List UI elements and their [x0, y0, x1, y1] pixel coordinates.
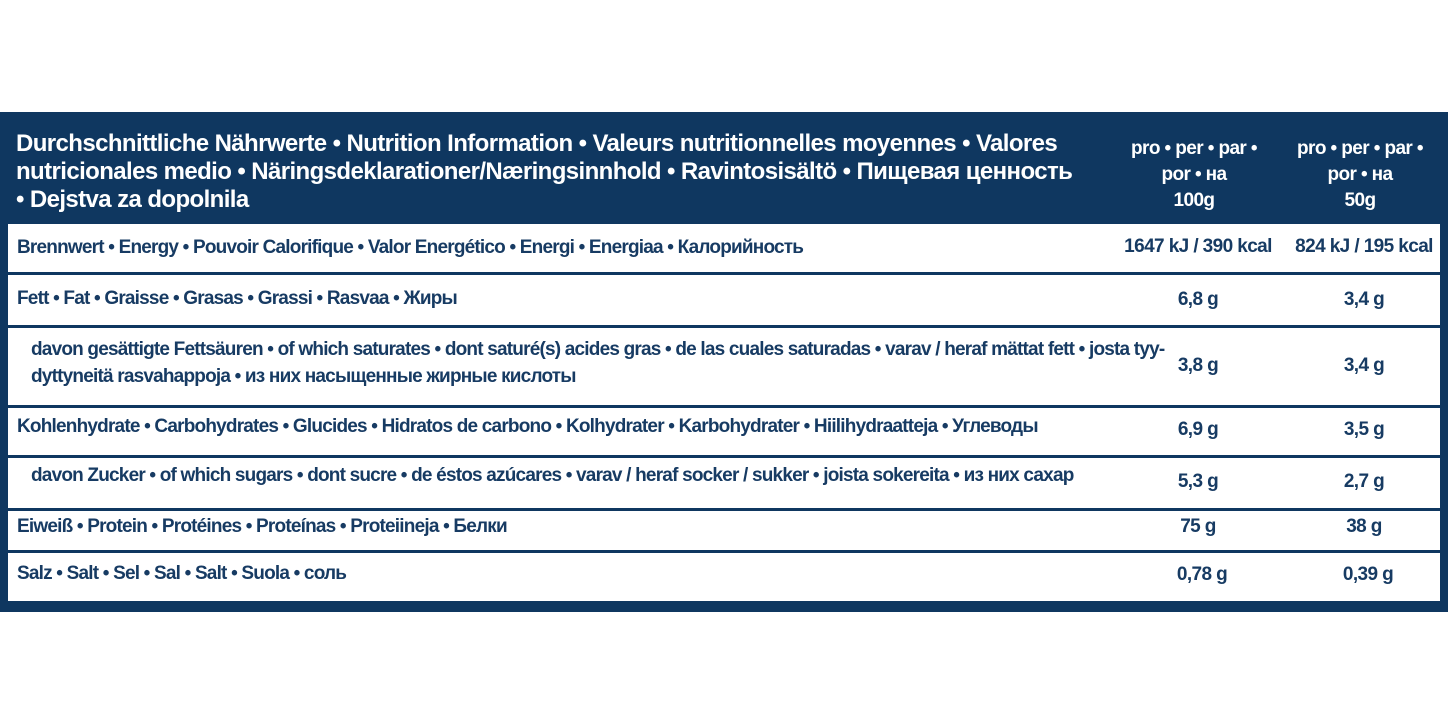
value-per-100g: 6,9 g	[1177, 419, 1219, 440]
value-per-100g: 6,8 g	[1177, 289, 1219, 310]
value-per-100g: 1647 kJ / 390 kcal	[1124, 236, 1272, 257]
value-per-50g: 3,4 g	[1343, 355, 1385, 376]
table-row-carbohydrates	[8, 408, 1440, 455]
table-row-salt	[8, 553, 1440, 601]
row-label: Eiweiß • Protein • Protéines • Proteínas • Proteiineja • Белки	[17, 516, 507, 537]
row-label: davon Zucker • of which sugars • dont sucre • de éstos azúcares • varav / heraf socker / sukker • joista sokereita • из них сахар	[31, 465, 1074, 486]
value-per-50g: 3,4 g	[1343, 289, 1385, 310]
value-per-50g: 2,7 g	[1343, 471, 1385, 492]
value-per-50g: 3,5 g	[1343, 419, 1385, 440]
row-label: Salz • Salt • Sel • Sal • Salt • Suola • соль	[17, 563, 347, 584]
value-per-100g: 3,8 g	[1177, 355, 1219, 376]
header-col-line: por • на	[1327, 164, 1393, 185]
value-per-50g: 0,39 g	[1342, 564, 1394, 585]
value-per-50g: 38 g	[1346, 516, 1382, 537]
row-label: Brennwert • Energy • Pouvoir Calorifique • Valor Energético • Energi • Energiaa • Калорийность	[17, 237, 804, 258]
header-col-line: pro • per • par •	[1131, 138, 1257, 159]
header-title-line: • Dejstva za dopolnila	[16, 186, 249, 213]
header-col-line: 50g	[1344, 190, 1376, 211]
header-per-100g	[1119, 136, 1269, 214]
header-title-line: Durchschnittliche Nährwerte • Nutrition Information • Valeurs nutritionnelles moyennes • Valores	[16, 130, 1058, 157]
row-label: davon gesättigte Fettsäuren • of which saturates • dont saturé(s) acides gras • de las cuales saturadas • varav / heraf mättat fett • josta tyy-	[31, 339, 1165, 360]
header-col-line: por • на	[1161, 164, 1227, 185]
value-per-100g: 75 g	[1180, 516, 1216, 537]
table-row-saturates	[8, 328, 1440, 405]
row-label: Kohlenhydrate • Carbohydrates • Glucides • Hidratos de carbono • Kolhydrater • Karbohydrater • Hiilihydraatteja • Углеводы	[17, 416, 1038, 437]
value-per-50g: 824 kJ / 195 kcal	[1295, 236, 1433, 257]
row-label: Fett • Fat • Graisse • Grasas • Grassi • Rasvaa • Жиры	[17, 288, 457, 309]
table-header	[8, 122, 1440, 222]
header-col-line: 100g	[1173, 190, 1215, 211]
row-label: dyttyneitä rasvahappoja • из них насыщенные жирные кислоты	[31, 366, 576, 387]
header-col-line: pro • per • par •	[1297, 138, 1423, 159]
value-per-100g: 5,3 g	[1177, 471, 1219, 492]
table-row-protein	[8, 511, 1440, 550]
value-per-100g: 0,78 g	[1176, 564, 1228, 585]
header-title	[16, 130, 1116, 214]
header-per-50g	[1285, 136, 1435, 214]
table-row-sugars	[8, 458, 1440, 508]
header-title-line: nutricionales medio • Näringsdeklarationer/Næringsinnhold • Ravintosisältö • Пищевая ценность	[16, 158, 1073, 185]
table-row-energy	[8, 224, 1440, 272]
table-row-fat	[8, 275, 1440, 325]
